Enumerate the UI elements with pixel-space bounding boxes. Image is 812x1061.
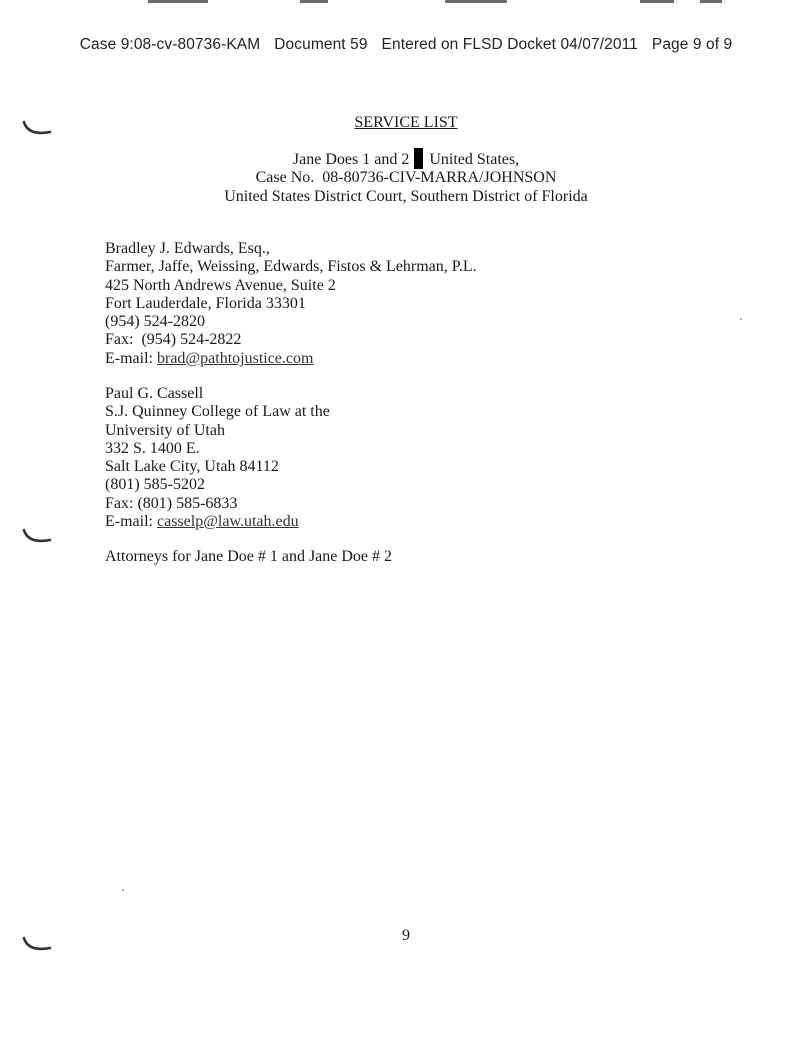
contact-address1: 425 North Andrews Avenue, Suite 2 bbox=[105, 276, 336, 294]
contact-org: S.J. Quinney College of Law at the bbox=[105, 403, 330, 421]
contact-org: Farmer, Jaffe, Weissing, Edwards, Fistos & Lehrman, P.L. bbox=[105, 258, 477, 276]
parties-left: Jane Does 1 and 2 bbox=[292, 151, 410, 168]
header-entered: Entered on FLSD Docket 04/07/2011 bbox=[381, 36, 638, 53]
email-link[interactable]: brad@pathtojustice.com bbox=[156, 349, 314, 367]
contact-phone: (801) 585-5202 bbox=[105, 476, 205, 494]
header-document: Document 59 bbox=[274, 36, 368, 53]
contact-name: Bradley J. Edwards, Esq., bbox=[105, 240, 270, 257]
scan-artifact bbox=[148, 0, 208, 3]
contact-cassell bbox=[105, 385, 605, 531]
caption-case-no: Case No. 08-80736-CIV-MARRA/JOHNSON bbox=[255, 169, 557, 187]
contact-fax: Fax: (954) 524-2822 bbox=[105, 331, 242, 349]
contact-org2: University of Utah bbox=[105, 421, 225, 439]
contact-email-line bbox=[105, 513, 605, 531]
service-list-title: SERVICE LIST bbox=[354, 114, 458, 131]
scan-speck bbox=[740, 318, 742, 320]
contact-edwards bbox=[105, 240, 605, 368]
parties-right: United States, bbox=[429, 151, 520, 168]
contact-address2: Fort Lauderdale, Florida 33301 bbox=[105, 294, 306, 312]
punch-hole-icon bbox=[22, 526, 52, 548]
email-label: E-mail: bbox=[105, 513, 157, 531]
caption-parties bbox=[0, 148, 812, 169]
scan-artifact bbox=[300, 0, 328, 3]
header-case: Case 9:08-cv-80736-KAM bbox=[79, 36, 261, 53]
email-label: E-mail: bbox=[105, 349, 157, 367]
scan-artifact bbox=[445, 0, 507, 3]
email-link[interactable]: casselp@law.utah.edu bbox=[156, 513, 299, 531]
scan-artifact bbox=[640, 0, 674, 3]
scan-speck bbox=[122, 889, 124, 891]
contact-email-line bbox=[105, 350, 605, 368]
page-number: 9 bbox=[402, 927, 410, 944]
attorneys-for: Attorneys for Jane Doe # 1 and Jane Doe # 2 bbox=[105, 548, 393, 565]
header-page: Page 9 of 9 bbox=[651, 36, 733, 53]
contact-address1: 332 S. 1400 E. bbox=[105, 439, 200, 457]
contact-name: Paul G. Cassell bbox=[105, 385, 204, 402]
contact-address2: Salt Lake City, Utah 84112 bbox=[105, 458, 279, 476]
case-caption bbox=[0, 148, 812, 206]
docket-header bbox=[0, 36, 812, 54]
caption-court: United States District Court, Southern District of Florida bbox=[224, 187, 588, 205]
redaction-bar bbox=[414, 148, 423, 169]
scan-artifact bbox=[700, 0, 722, 3]
contact-fax: Fax: (801) 585-6833 bbox=[105, 494, 238, 512]
contact-phone: (954) 524-2820 bbox=[105, 313, 205, 331]
